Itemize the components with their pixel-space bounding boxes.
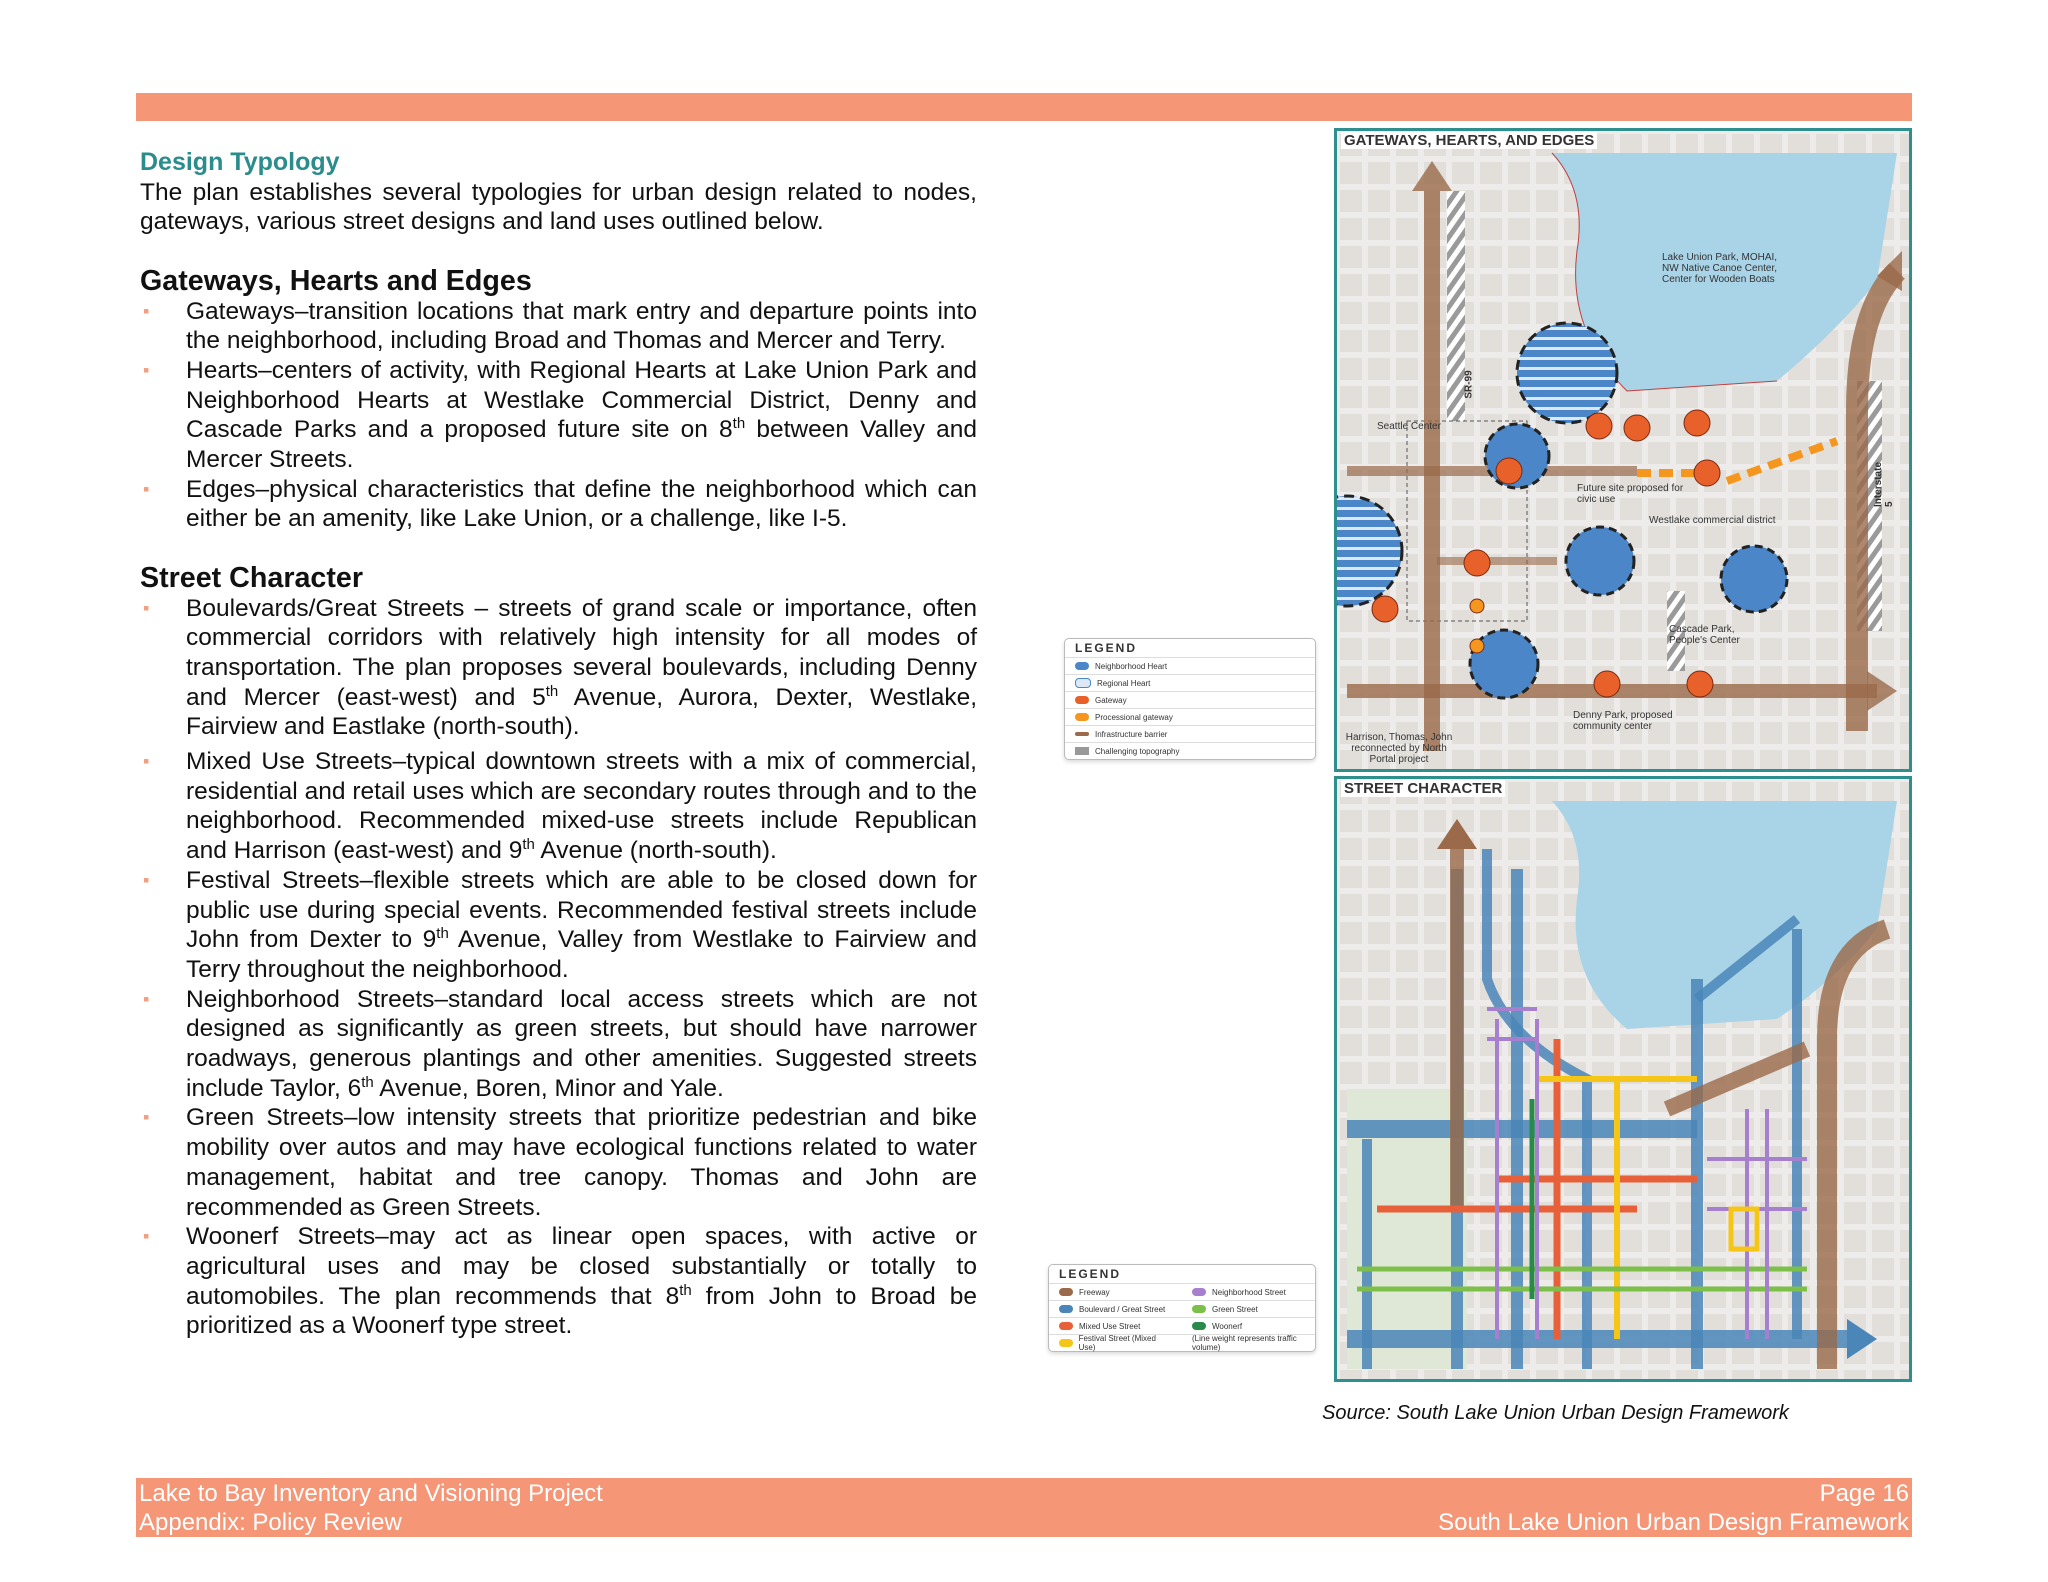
list-item-gateways: ▪ Gateways–transition locations that mark entry and departure points into the neighborhood, including Broad and Thomas and Mercer and Terry. [140,297,977,356]
gateways-list [140,297,977,535]
list-item-neighborhood: ▪ Neighborhood Streets–standard local access streets which are not designed as significantly as green streets, but should have narrower roadways, generous plantings and other amenities. Suggested streets include Taylor, 6th Avenue, Boren, Minor and Yale. [140,985,977,1104]
list-item-hearts: ▪ Hearts–centers of activity, with Regional Hearts at Lake Union Park and Neighborhood Hearts at Westlake Commercial District, Denny and Cascade Parks and a proposed future site on 8th between Valley and Mercer Streets. [140,356,977,475]
header-bar [136,93,1912,121]
label-seattle-center: Seattle Center [1377,421,1441,432]
map1-graphic [1337,131,1909,769]
list-item-mixed-use: ▪ Mixed Use Streets–typical downtown streets with a mix of commercial, residential and retail uses which are secondary routes through and to the neighborhood. Recommended mixed-use streets include Republican and Harrison (east-west) and 9th Avenue (north-south). [140,747,977,866]
footer-page-number: Page 16 [1819,1480,1909,1507]
main-text-column [140,148,977,1341]
map2-title: STREET CHARACTER [1341,780,1505,797]
regional-heart-lake-union-park [1517,323,1617,423]
list-item-green: ▪ Green Streets–low intensity streets that prioritize pedestrian and bike mobility over autos and may have ecological functions related to water management, habitat and tree canopy. Thomas and John are recommended as Green Streets. [140,1103,977,1222]
footer-appendix: Appendix: Policy Review [139,1509,402,1536]
label-future-site: Future site proposed for civic use [1577,483,1684,505]
label-denny: Denny Park, proposed community center [1573,710,1673,732]
label-lake-union-park: Lake Union Park, MOHAI, NW Native Canoe Center, Center for Wooden Boats [1662,252,1778,285]
list-item-woonerf: ▪ Woonerf Streets–may act as linear open spaces, with active or agricultural uses and may be closed substantially or totally to automobiles. The plan recommends that 8th from John to Broad be prioritized as a Woonerf type street. [140,1222,977,1341]
label-westlake: Westlake commercial district [1649,515,1776,526]
gateways-heading: Gateways, Hearts and Edges [140,264,532,297]
map2-graphic [1337,779,1909,1379]
footer-section-title: South Lake Union Urban Design Framework [1438,1509,1909,1536]
street-character-heading: Street Character [140,561,363,594]
footer-project-title: Lake to Bay Inventory and Visioning Project [139,1480,603,1507]
map2-legend: LEGEND Freeway Neighborhood Street Boulevard / Great Street Green Street Mixed Use Street Woonerf Festival Street (Mixed Use) (Line weight represents traffic volume) [1048,1264,1316,1352]
intro-paragraph: The plan establishes several typologies for urban design related to nodes, gateways, various street designs and land uses outlined below. [140,178,977,236]
map-gateways-hearts-edges [1334,128,1912,772]
label-sr99: SR-99 [1463,370,1475,399]
label-harrison: Harrison, Thomas, John reconnected by North Portal project [1345,732,1453,765]
list-item-festival: ▪ Festival Streets–flexible streets which are able to be closed down for public use during special events. Recommended festival streets include John from Dexter to 9th Avenue, Valley from Westlake to Fairview and Terry throughout the neighborhood. [140,866,977,985]
map1-title: GATEWAYS, HEARTS, AND EDGES [1341,132,1597,149]
label-cascade: Cascade Park, People's Center [1669,624,1740,646]
list-item-edges: ▪ Edges–physical characteristics that define the neighborhood which can either be an amenity, like Lake Union, or a challenge, like I-5. [140,475,977,534]
list-item-boulevards: ▪ Boulevards/Great Streets – streets of grand scale or importance, often commercial corridors with relatively high intensity for all modes of transportation. The plan proposes several boulevards, including Denny and Mercer (east-west) and 5th Avenue, Aurora, Dexter, Westlake, Fairview and Eastlake (north-south). [140,594,977,743]
label-i5: Interstate 5 [1873,461,1895,507]
source-caption: Source: South Lake Union Urban Design Framework [1322,1402,1789,1424]
footer-bar [136,1478,1912,1537]
map1-legend: LEGEND Neighborhood Heart Regional Heart Gateway Processional gateway Infrastructure barrier Challenging topography [1064,638,1316,760]
section-title: Design Typology [140,148,340,176]
map-street-character [1334,776,1912,1382]
street-character-list [140,594,977,1342]
